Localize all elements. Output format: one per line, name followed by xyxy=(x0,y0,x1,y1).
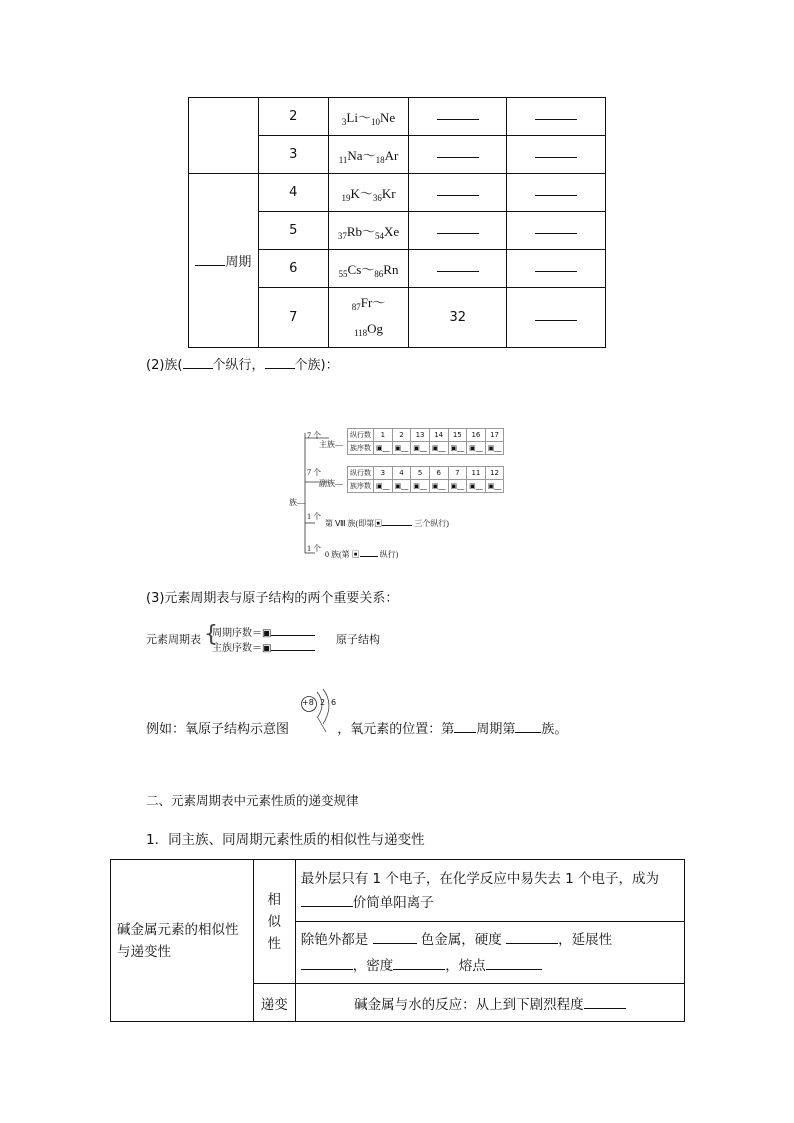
main-group-table: 纵行数 1 2 13 14 15 16 17 族序数 ▣__ ▣__ ▣__ ▣__ ▣__ ▣__ ▣__ xyxy=(347,428,504,455)
element-count: 32 xyxy=(409,288,507,348)
family-heading: (2)族( 个纵行， 个族)： xyxy=(146,358,339,373)
answer-blank[interactable] xyxy=(507,174,606,212)
shell1-electrons: 2 xyxy=(320,698,326,707)
family-root: 族— xyxy=(289,498,305,507)
atom-shells-icon xyxy=(300,688,344,738)
period-number: 6 xyxy=(258,250,328,288)
answer-blank[interactable] xyxy=(507,212,606,250)
element-count-blank[interactable] xyxy=(409,250,507,288)
relation-right: 原子结构 xyxy=(336,633,380,646)
viii-text: 第 Ⅷ 族(即第▣ 三个纵行) xyxy=(325,519,449,528)
sub-count: 7 个 xyxy=(307,468,321,477)
nucleus-label: +8 xyxy=(302,698,314,707)
element-range: $_{55}Cs\sim_{86}Rn$ xyxy=(328,250,409,288)
element-range: $_{19}K\sim_{36}Kr$ xyxy=(328,174,409,212)
shell2-electrons: 6 xyxy=(331,698,337,707)
relation-heading: (3)元素周期表与原子结构的两个重要关系： xyxy=(146,591,399,606)
period-number: 5 xyxy=(258,212,328,250)
element-range: $_{87}$Fr～ $_{118}$Og xyxy=(328,288,409,348)
element-range: $_{37}Rb\sim_{54}Xe$ xyxy=(328,212,409,250)
period-group-cell-long: 周期 xyxy=(189,174,259,348)
brace-icon: { xyxy=(204,622,218,647)
element-count-blank[interactable] xyxy=(409,174,507,212)
family-diagram xyxy=(285,425,545,565)
section2-sub1: 1．同主族、同周期元素性质的相似性与递变性 xyxy=(146,832,425,848)
relation-line2: 主族序数＝▣ xyxy=(212,639,315,654)
section2-title: 二、元素周期表中元素性质的递变规律 xyxy=(146,793,359,808)
similarity-label: 相似性 xyxy=(253,860,295,984)
period-number: 7 xyxy=(258,288,328,348)
period-number: 2 xyxy=(258,98,328,136)
relation-line1: 周期序数＝▣ xyxy=(212,624,315,639)
element-count-blank[interactable] xyxy=(409,98,507,136)
similarity-cell-1: 最外层只有 1 个电子，在化学反应中易失去 1 个电子，成为 价简单阳离子 xyxy=(295,860,684,922)
example-line: 例如：氧原子结构示意图 ，氧元素的位置：第 周期第 族。 xyxy=(146,722,568,737)
oxygen-atom-diagram xyxy=(300,688,344,738)
trend-label: 递变 xyxy=(253,984,295,1022)
zero-text: 0 族(第 ▣ 纵行) xyxy=(325,550,399,559)
alkali-left-label: 碱金属元素的相似性与递变性 xyxy=(111,860,254,1022)
element-range: $_3Li\sim_{10}Ne$ xyxy=(328,98,409,136)
zero-count: 1 个 xyxy=(307,544,321,553)
main-count: 7 个 xyxy=(307,431,321,440)
similarity-cell-2: 除铯外都是 色金属，硬度 ，延展性 ，密度 ，熔点 xyxy=(295,922,684,984)
sub-group-table: 纵行数 3 4 5 6 7 11 12 族序数 ▣__ ▣__ ▣__ ▣__ ▣__ ▣__ ▣__ xyxy=(347,466,504,493)
alkali-metal-table xyxy=(110,859,685,1022)
relation-diagram xyxy=(146,624,406,658)
answer-blank[interactable] xyxy=(507,136,606,174)
relation-left: 元素周期表 xyxy=(146,633,201,646)
answer-blank[interactable] xyxy=(507,250,606,288)
element-count-blank[interactable] xyxy=(409,212,507,250)
period-number: 3 xyxy=(258,136,328,174)
viii-count: 1 个 xyxy=(307,512,321,521)
sub-label: 副族— xyxy=(319,479,343,488)
period-group-cell-short xyxy=(189,98,259,174)
period-table xyxy=(188,97,606,348)
element-count-blank[interactable] xyxy=(409,136,507,174)
main-label: 主族— xyxy=(319,440,343,449)
period-number: 4 xyxy=(258,174,328,212)
trend-cell: 碱金属与水的反应：从上到下剧烈程度 xyxy=(295,984,684,1022)
answer-blank[interactable] xyxy=(507,288,606,348)
element-range: $_{11}Na\sim_{18}Ar$ xyxy=(328,136,409,174)
answer-blank[interactable] xyxy=(507,98,606,136)
